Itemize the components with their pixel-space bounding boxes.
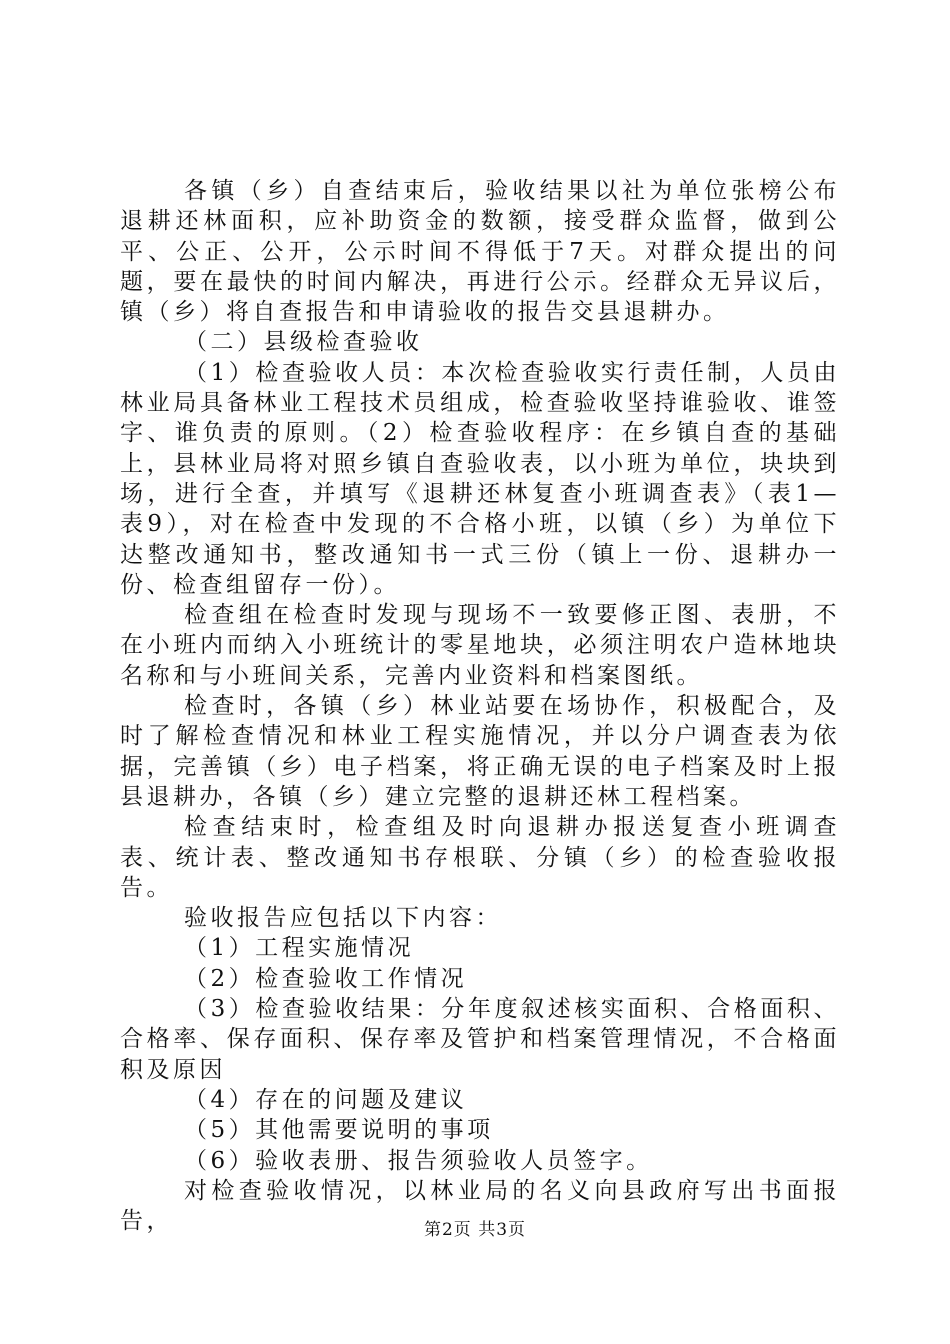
document-body (120, 176, 840, 1236)
paragraph-cooperation: 检查时，各镇（乡）林业站要在场协作，积极配合，及时了解检查情况和林业工程实施情况，并以分户调查表为依据，完善镇（乡）电子档案，将正确无误的电子档案及时上报县退耕办，各镇（乡）建立完整的退耕还林工程档案。 (120, 693, 840, 810)
list-item-1: （1）工程实施情况 (184, 935, 415, 962)
list-item-2: （2）检查验收工作情况 (184, 965, 468, 992)
paragraph-written-report: 对检查验收情况，以林业局的名义向县政府写出书面报告， (120, 1177, 840, 1235)
paragraph-self-check: 各镇（乡）自查结束后，验收结果以社为单位张榜公布退耕还林面积，应补助资金的数额，接受群众监督，做到公平、公正、公开，公示时间不得低于7天。对群众提出的问题，要在最快的时间内解决，再进行公示。经群众无异议后，镇（乡）将自查报告和申请验收的报告交县退耕办。 (120, 178, 840, 326)
paragraph-inspection-staff-procedure: （1）检查验收人员：本次检查验收实行责任制，人员由林业局具备林业工程技术员组成，检查验收坚持谁验收、谁签字、谁负责的原则。（2）检查验收程序：在乡镇自查的基础上，县林业局将对照乡镇自查验收表，以小班为单位，块块到场，进行全查，并填写《退耕还林复查小班调查表》（表1—表9），对在检查中发现的不合格小班，以镇（乡）为单位下达整改通知书，整改通知书一式三份（镇上一份、退耕办一份、检查组留存一份）。 (120, 359, 840, 598)
section-heading-county-inspection: （二）县级检查验收 (184, 329, 423, 356)
page-footer: 第2页 共3页 (423, 1220, 527, 1240)
list-item-3: （3）检查验收结果：分年度叙述核实面积、合格面积、合格率、保存面积、保存率及管护和档案管理情况，不合格面积及原因 (120, 996, 840, 1083)
paragraph-report-contents-intro: 验收报告应包括以下内容： (184, 905, 502, 932)
list-item-6: （6）验收表册、报告须验收人员签字。 (184, 1147, 653, 1174)
paragraph-correction-records: 检查组在检查时发现与现场不一致要修正图、表册，不在小班内而纳入小班统计的零星地块，必须注明农户造林地块名称和与小班间关系，完善内业资料和档案图纸。 (120, 602, 840, 689)
list-item-4: （4）存在的问题及建议 (184, 1086, 468, 1113)
paragraph-inspection-end: 检查结束时，检查组及时向退耕办报送复查小班调查表、统计表、整改通知书存根联、分镇（乡）的检查验收报告。 (120, 814, 840, 901)
list-item-5: （5）其他需要说明的事项 (184, 1117, 494, 1144)
